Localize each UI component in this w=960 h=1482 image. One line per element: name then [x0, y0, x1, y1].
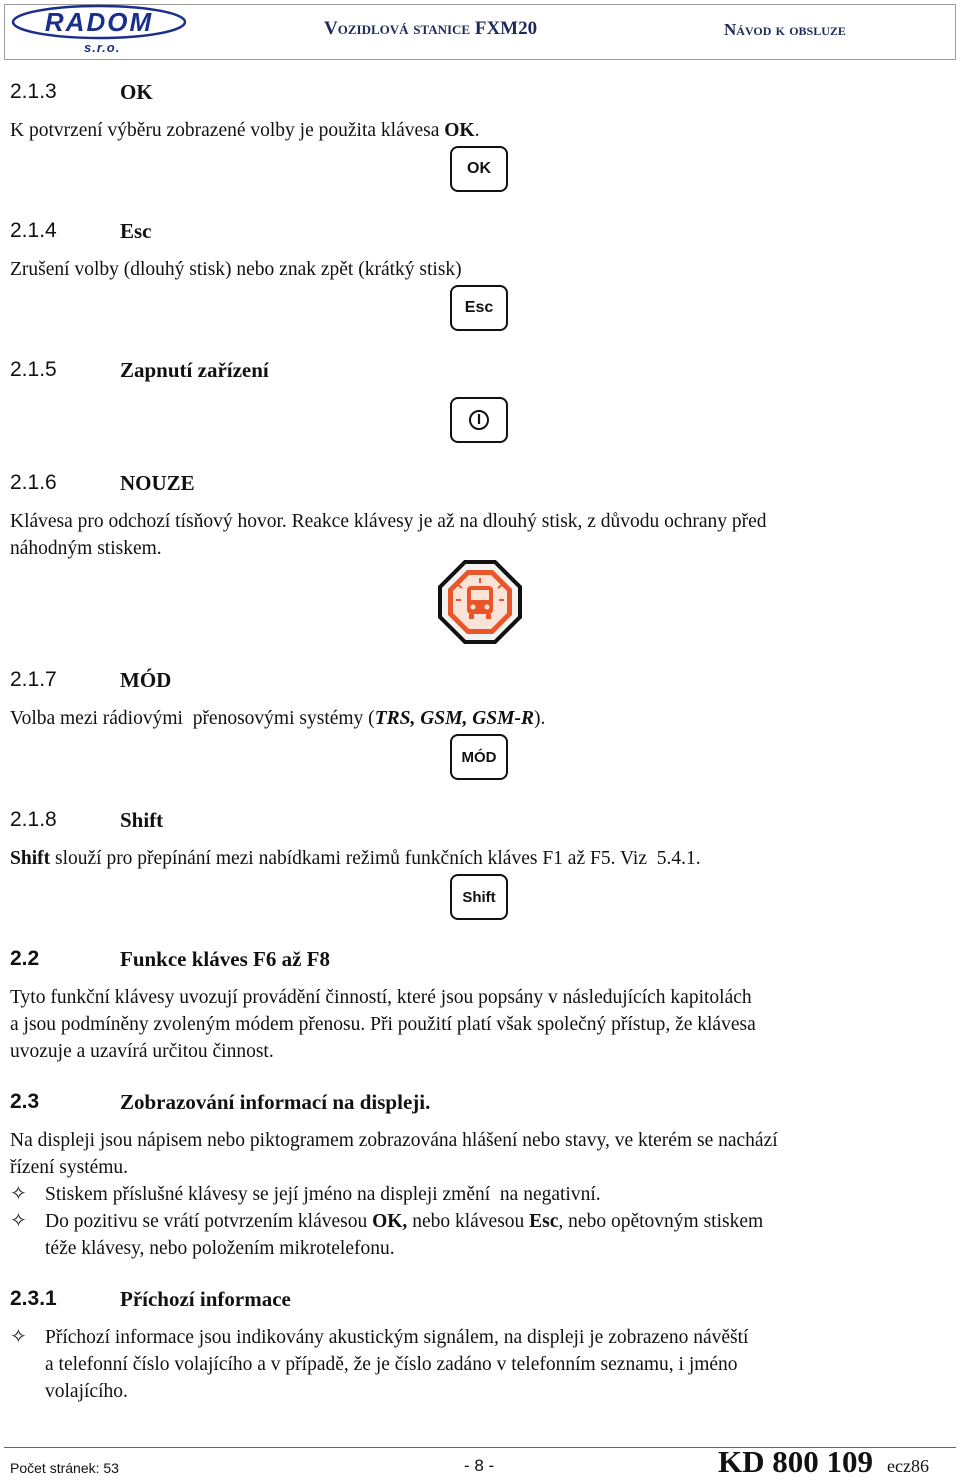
section-title: Zapnutí zařízení	[120, 358, 269, 382]
section-title: Shift	[120, 808, 164, 832]
logo-subtitle: s.r.o.	[84, 40, 121, 55]
shift-key: Shift	[450, 874, 508, 920]
diamond-bullet-icon: ✧	[10, 1183, 27, 1205]
power-key	[450, 397, 508, 443]
power-icon	[468, 409, 490, 431]
section-text: K potvrzení výběru zobrazené volby je použita klávesa OK.	[10, 120, 480, 141]
section-text: Tyto funkční klávesy uvozují provádění činností, které jsou popsány v následujících kapitolách	[10, 987, 752, 1008]
section-number: 2.2	[10, 947, 40, 970]
section-number: 2.1.7	[10, 668, 57, 691]
section-text: Na displeji jsou nápisem nebo piktogramem zobrazována hlášení nebo stavy, ve kterém se nachází	[10, 1130, 778, 1151]
section-text: Zrušení volby (dlouhý stisk) nebo znak zpět (krátký stisk)	[10, 259, 462, 280]
ok-key: OK	[450, 146, 508, 192]
document-code: ecz86	[887, 1456, 929, 1476]
section-number: 2.1.8	[10, 808, 57, 831]
section-number: 2.1.6	[10, 471, 57, 494]
section-title: Příchozí informace	[120, 1287, 291, 1311]
section-text: uvozuje a uzavírá určitou činnost.	[10, 1041, 274, 1062]
section-text: Klávesa pro odchozí tísňový hovor. Reakce klávesy je až na dlouhý stisk, z důvodu ochrany před	[10, 511, 767, 532]
bullet-text: volajícího.	[45, 1381, 128, 1402]
section-title: Zobrazování informací na displeji.	[120, 1090, 431, 1114]
bullet-text: téže klávesy, nebo položením mikrotelefonu.	[45, 1238, 395, 1259]
mode-key: MÓD	[450, 734, 508, 780]
section-number: 2.1.5	[10, 358, 57, 381]
page-count: Počet stránek: 53	[10, 1460, 119, 1476]
section-number: 2.3.1	[10, 1287, 57, 1310]
section-number: 2.3	[10, 1090, 40, 1113]
section-text: řízení systému.	[10, 1157, 129, 1178]
esc-key: Esc	[450, 285, 508, 331]
svg-text:RADOM: RADOM	[44, 7, 154, 37]
document-type: Návod k obsluze	[724, 20, 846, 39]
section-text: Volba mezi rádiovými přenosovými systémy (TRS, GSM, GSM-R).	[10, 708, 546, 729]
section-title: NOUZE	[120, 471, 195, 495]
section-number: 2.1.3	[10, 80, 57, 103]
section-title: Funkce kláves F6 až F8	[120, 947, 330, 971]
bullet-text: a telefonní číslo volajícího a v případě, že je číslo zadáno v telefonním seznamu, i jméno	[45, 1354, 738, 1375]
bullet-text: Do pozitivu se vrátí potvrzením klávesou OK, nebo klávesou Esc, nebo opětovným stiskem	[45, 1211, 764, 1232]
diamond-bullet-icon: ✧	[10, 1326, 27, 1348]
page-number: - 8 -	[464, 1456, 495, 1475]
diamond-bullet-icon: ✧	[10, 1210, 27, 1232]
section-title: Esc	[120, 219, 152, 243]
document-title: Vozidlová stanice FXM20	[324, 18, 538, 39]
section-text: a jsou podmíněny zvoleným módem přenosu. Při použití platí však společný přístup, že klávesa	[10, 1014, 756, 1035]
radom-logo	[10, 4, 188, 40]
emergency-key-icon	[437, 559, 523, 645]
document-id: KD 800 109	[718, 1444, 873, 1479]
section-title: MÓD	[120, 668, 172, 692]
section-text: Shift slouží pro přepínání mezi nabídkami režimů funkčních kláves F1 až F5. Viz 5.4.1.	[10, 848, 701, 869]
bullet-text: Příchozí informace jsou indikovány akustickým signálem, na displeji je zobrazeno návěští	[45, 1327, 749, 1348]
section-number: 2.1.4	[10, 219, 57, 242]
section-text: náhodným stiskem.	[10, 538, 162, 559]
bullet-text: Stiskem příslušné klávesy se její jméno na displeji změní na negativní.	[45, 1184, 601, 1205]
section-title: OK	[120, 80, 153, 104]
